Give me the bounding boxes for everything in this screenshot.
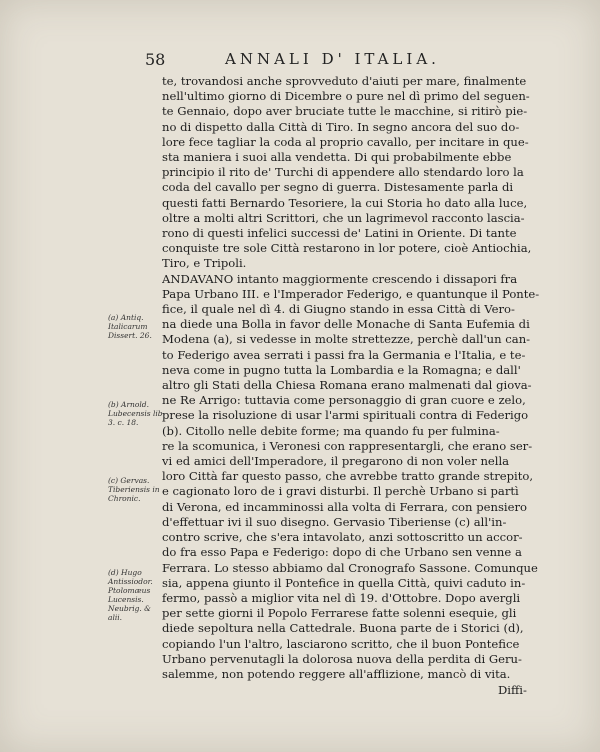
page-header	[145, 50, 540, 72]
text-line: Modena (a), si vedesse in molte strettezze, perchè dall'un can-	[162, 332, 531, 347]
text-line: rono di questi infelici successi de' Latini in Oriente. Di tante	[162, 226, 517, 241]
margin-note-b: (b) Arnold. Lubecensis lib. 3. c. 18.	[108, 400, 165, 427]
text-line: Urbano pervenutagli la dolorosa nuova della perdita di Geru-	[162, 651, 522, 666]
text-line: do fra esso Papa e Federigo: dopo di che Urbano sen venne a	[162, 545, 522, 560]
text-line: conquiste tre sole Città restarono in lor potere, cioè Antiochia,	[162, 241, 532, 256]
text-line: per sette giorni il Popolo Ferrarese fatte solenni esequie, gli	[162, 606, 517, 621]
text-line: contro scrive, che s'era intavolato, anzi sottoscritto un accor-	[162, 530, 523, 545]
text-line: prese la risoluzione di usar l'armi spirituali contra di Federigo	[162, 408, 529, 423]
text-line: te Gennaio, dopo aver bruciate tutte le macchine, si ritirò pie-	[162, 104, 528, 119]
text-line: coda del cavallo per segno di guerra. Distesamente parla di	[162, 180, 514, 195]
text-line: copiando l'un l'altro, lasciarono scritto, che il buon Pontefice	[162, 636, 520, 651]
text-line: d'effettuar ivi il suo disegno. Gervasio Tiberiense (c) all'in-	[162, 514, 507, 529]
page-number: 58	[145, 50, 166, 69]
main-text	[162, 74, 540, 682]
text-line: principio il rito de' Turchi di appendere allo stendardo loro la	[162, 165, 524, 180]
text-line: salemme, non potendo reggere all'afflizione, mancò di vita.	[162, 666, 511, 681]
text-line: altro gli Stati della Chiesa Romana erano malmenati dal giova-	[162, 378, 532, 393]
text-line: Tiro, e Tripoli.	[162, 256, 247, 271]
text-line: fermo, passò a miglior vita nel dì 19. d'Ottobre. Dopo avergli	[162, 590, 521, 605]
margin-note-a: (a) Antiq. Italicarum Dissert. 26.	[108, 313, 152, 340]
text-line: to Federigo avea serrati i passi fra la Germania e l'Italia, e te-	[162, 347, 526, 362]
text-line: Ferrara. Lo stesso abbiamo dal Cronografo Sassone. Comunque	[162, 560, 538, 575]
text-line: ne Re Arrigo: tuttavia come personaggio di gran cuore e zelo,	[162, 393, 526, 408]
text-line: oltre a molti altri Scrittori, che un lagrimevol racconto lascia-	[162, 210, 525, 225]
catchword: Diffi-	[498, 683, 527, 697]
running-title: ANNALI D' ITALIA.	[225, 50, 440, 68]
text-line: e cagionato loro de i gravi disturbi. Il perchè Urbano si partì	[162, 484, 519, 499]
text-line: te, trovandosi anche sprovveduto d'aiuti per mare, finalmente	[162, 74, 527, 88]
text-line: di Verona, ed incamminossi alla volta di Ferrara, con pensiero	[162, 499, 527, 514]
text-line: questi fatti Bernardo Tesoriere, la cui Storia ho dato alla luce,	[162, 195, 528, 210]
margin-note-c: (c) Gervas. Tiberiensis in Chronic.	[108, 476, 160, 503]
text-line: no di dispetto dalla Città di Tiro. In segno ancora del suo do-	[162, 119, 520, 134]
text-line: sta maniera i suoi alla vendetta. Di qui probabilmente ebbe	[162, 150, 512, 165]
margin-note-d: (d) Hugo Antissiodor. Ptolomæus Lucensis. Neubrig. & alii.	[108, 568, 153, 622]
text-line: re la scomunica, i Veronesi con rappresentargli, che erano ser-	[162, 438, 533, 453]
text-line: diede sepoltura nella Cattedrale. Buona parte de i Storici (d),	[162, 621, 524, 636]
text-line: loro Città far questo passo, che avrebbe tratto grande strepito,	[162, 469, 534, 484]
text-line: neva come in pugno tutta la Lombardia e la Romagna; e dall'	[162, 362, 521, 377]
text-line: nell'ultimo giorno di Dicembre o pure nel dì primo del seguen-	[162, 89, 530, 104]
text-line: fice, il quale nel dì 4. di Giugno stando in essa Città di Vero-	[162, 302, 515, 317]
text-line: na diede una Bolla in favor delle Monache di Santa Eufemia di	[162, 317, 530, 332]
text-line: lore fece tagliar la coda al proprio cavallo, per incitare in que-	[162, 134, 529, 149]
text-line: ANDAVANO intanto maggiormente crescendo i dissapori fra	[162, 271, 518, 286]
text-line: Papa Urbano III. e l'Imperador Federigo, e quantunque il Ponte-	[162, 286, 540, 301]
text-line: vi ed amici dell'Imperadore, il pregarono di non voler nella	[162, 454, 510, 469]
text-line: sia, appena giunto il Pontefice in quella Città, quivi caduto in-	[162, 575, 526, 590]
text-line: (b). Citollo nelle debite forme; ma quando fu per fulmina-	[162, 423, 500, 438]
